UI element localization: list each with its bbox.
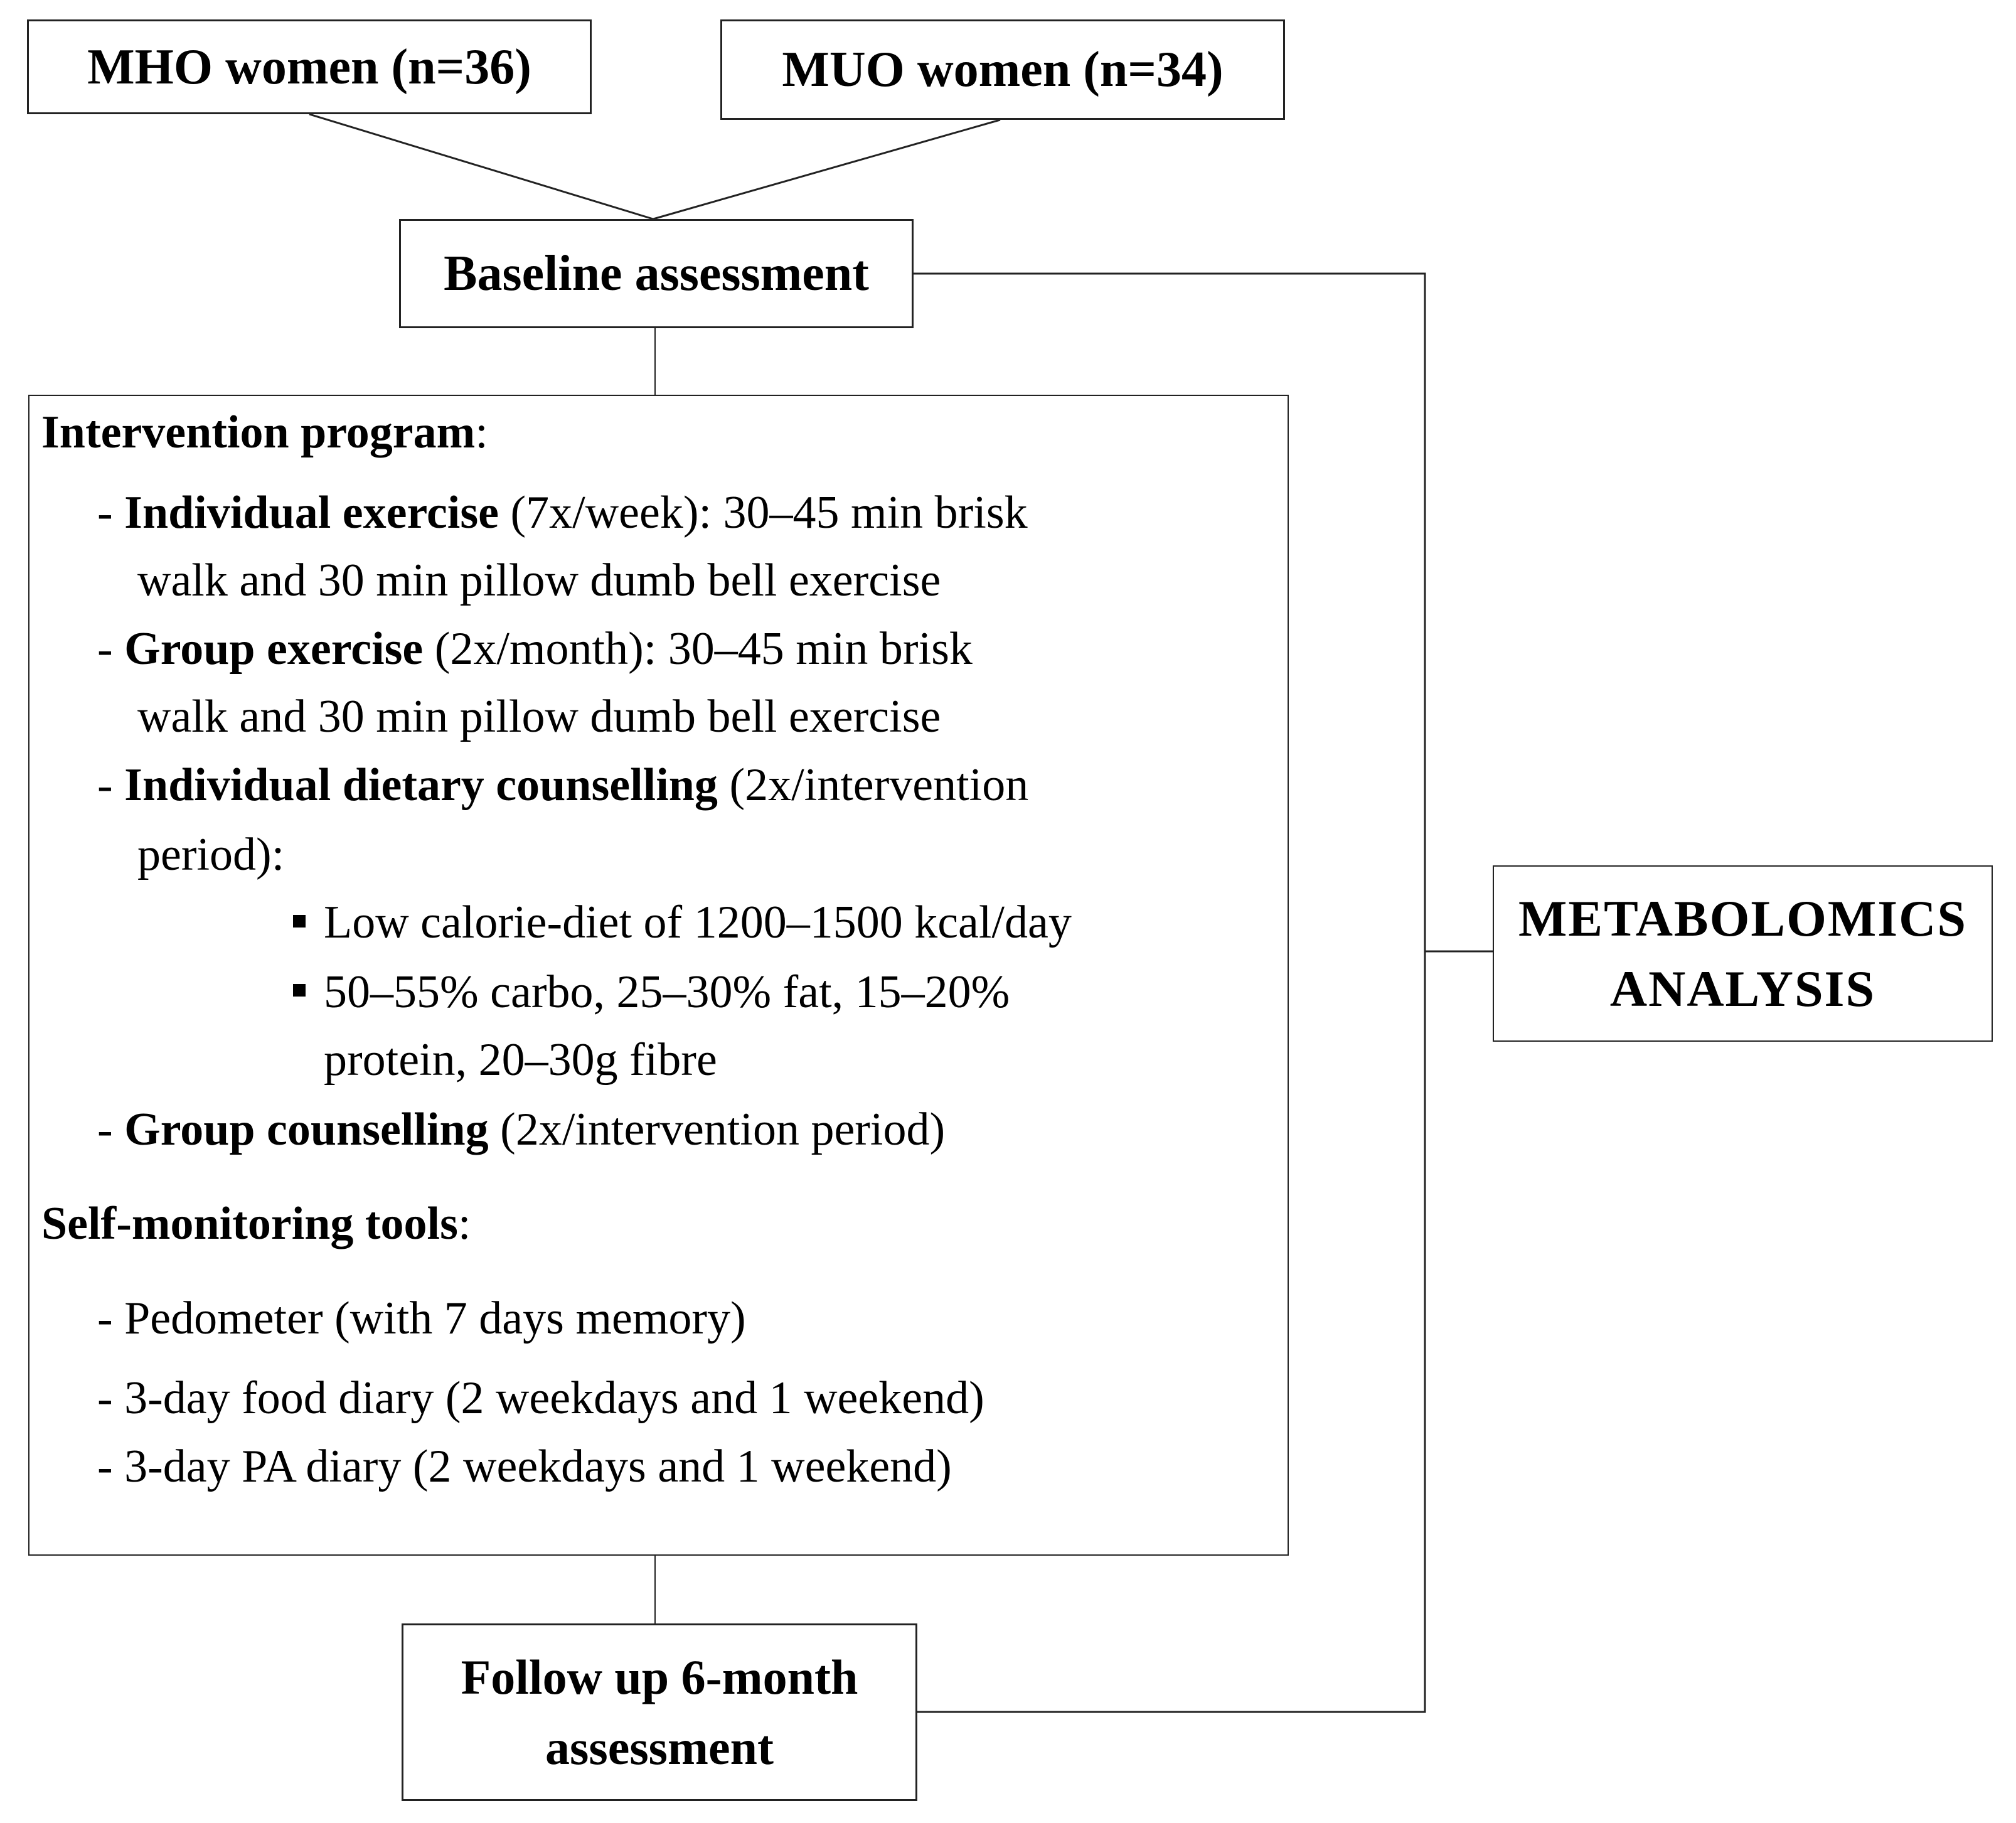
followup-line1: Follow up 6-month	[461, 1649, 858, 1704]
followup-line2: assessment	[545, 1719, 774, 1775]
followup-assessment-box	[402, 1623, 917, 1801]
metabolomics-analysis-box	[1493, 865, 1993, 1042]
baseline-assessment-label: Baseline assessment	[444, 246, 869, 301]
intervention-item-group-exercise-cont: walk and 30 min pillow dumb bell exercise	[137, 691, 941, 742]
self-monitoring-item-food-diary: - 3-day food diary (2 weekdays and 1 weekend)	[97, 1372, 984, 1424]
mho-group-label: MHO women (n=36)	[87, 39, 531, 95]
metabolomics-line2: ANALYSIS	[1609, 960, 1876, 1017]
diet-calorie-item: Low calorie-diet of 1200–1500 kcal/day	[324, 897, 1072, 948]
connector-mho-to-baseline	[309, 114, 653, 219]
connector-muo-to-baseline	[653, 120, 1000, 219]
square-bullet-icon	[293, 984, 306, 997]
intervention-item-group-counselling: - Group counselling (2x/intervention period)	[97, 1104, 946, 1155]
square-bullet-icon	[293, 915, 306, 928]
diet-macro-item: 50–55% carbo, 25–30% fat, 15–20%	[324, 966, 1010, 1018]
metabolomics-line1: METABOLOMICS	[1518, 889, 1967, 947]
muo-group-box	[720, 19, 1285, 120]
diet-macro-item-cont: protein, 20–30g fibre	[324, 1034, 717, 1086]
intervention-item-individual-exercise: - Individual exercise (7x/week): 30–45 min brisk	[97, 487, 1028, 538]
self-monitoring-item-pa-diary: - 3-day PA diary (2 weekdays and 1 weekend)	[97, 1441, 952, 1492]
intervention-heading: Intervention program:	[41, 407, 488, 458]
intervention-item-dietary-counselling: - Individual dietary counselling (2x/intervention	[97, 759, 1029, 811]
self-monitoring-heading: Self-monitoring tools:	[41, 1198, 471, 1249]
intervention-item-dietary-counselling-cont: period):	[137, 829, 285, 880]
muo-group-label: MUO women (n=34)	[782, 42, 1224, 97]
intervention-item-group-exercise: - Group exercise (2x/month): 30–45 min brisk	[97, 623, 973, 675]
baseline-assessment-box	[399, 219, 914, 328]
mho-group-box	[27, 19, 592, 114]
self-monitoring-item-pedometer: - Pedometer (with 7 days memory)	[97, 1293, 746, 1344]
intervention-item-individual-exercise-cont: walk and 30 min pillow dumb bell exercise	[137, 555, 941, 606]
